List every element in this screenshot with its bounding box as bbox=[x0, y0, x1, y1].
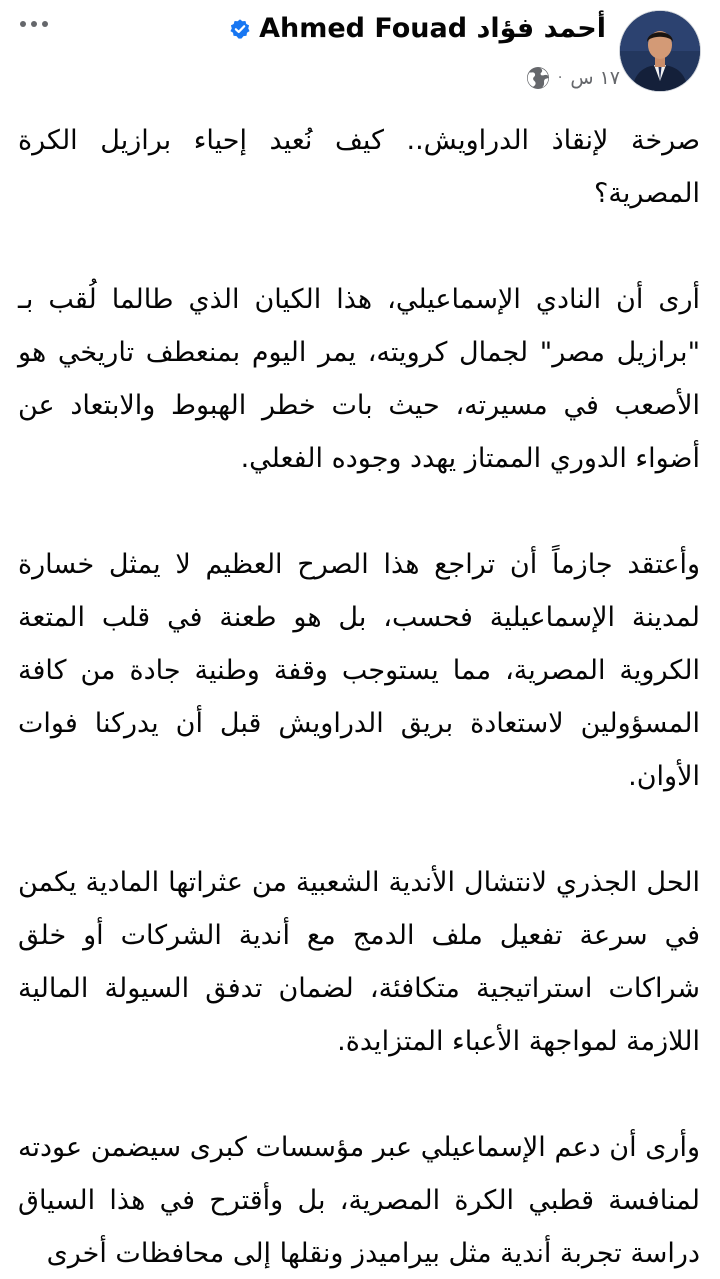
meta-separator: · bbox=[557, 70, 563, 86]
more-dot bbox=[42, 21, 48, 27]
post-paragraph: وأرى أن دعم الإسماعيلي عبر مؤسسات كبرى سيضمن عودته لمنافسة قطبي الكرة المصرية، بل وأقترح في هذا السياق دراسة تجربة أندية مثل بيراميدز ونقلها إلى محافظات أخرى bbox=[18, 1132, 700, 1269]
author-name[interactable]: Ahmed Fouad أحمد فؤاد bbox=[259, 13, 606, 44]
post-header bbox=[0, 0, 720, 110]
post-time[interactable]: ١٧ س bbox=[570, 67, 620, 89]
post-body bbox=[18, 114, 700, 1279]
post-meta bbox=[526, 66, 620, 90]
post-paragraph: أرى أن النادي الإسماعيلي، هذا الكيان الذي طالما لُقب بـ "برازيل مصر" لجمال كرويته، يمر اليوم بمنعطف تاريخي هو الأصعب في مسيرته، حيث بات خطر الهبوط والابتعاد عن أضواء الدوري الممتاز يهدد وجوده الفعلي. bbox=[18, 284, 700, 474]
avatar[interactable] bbox=[620, 11, 700, 91]
more-dot bbox=[20, 21, 26, 27]
author-row bbox=[229, 9, 606, 49]
more-options-button[interactable] bbox=[14, 8, 54, 40]
post-paragraph: الحل الجذري لانتشال الأندية الشعبية من عثراتها المادية يكمن في سرعة تفعيل ملف الدمج مع أندية الشركات أو خلق شراكات استراتيجية متكافئة، لضمان تدفق السيولة المالية اللازمة لمواجهة الأعباء المتزايدة. bbox=[18, 867, 700, 1057]
verified-badge-icon bbox=[229, 18, 251, 40]
post-paragraph: صرخة لإنقاذ الدراويش.. كيف نُعيد إحياء برازيل الكرة المصرية؟ bbox=[18, 125, 700, 209]
more-dot bbox=[31, 21, 37, 27]
profile-photo-icon bbox=[620, 11, 700, 91]
post-paragraph: وأعتقد جازماً أن تراجع هذا الصرح العظيم لا يمثل خسارة لمدينة الإسماعيلية فحسب، بل هو طعنة في قلب المتعة الكروية المصرية، مما يستوجب وقفة وطنية جادة من كافة المسؤولين لاستعادة بريق الدراويش قبل أن يدركنا فوات الأوان. bbox=[18, 549, 700, 792]
globe-icon[interactable] bbox=[526, 66, 550, 90]
